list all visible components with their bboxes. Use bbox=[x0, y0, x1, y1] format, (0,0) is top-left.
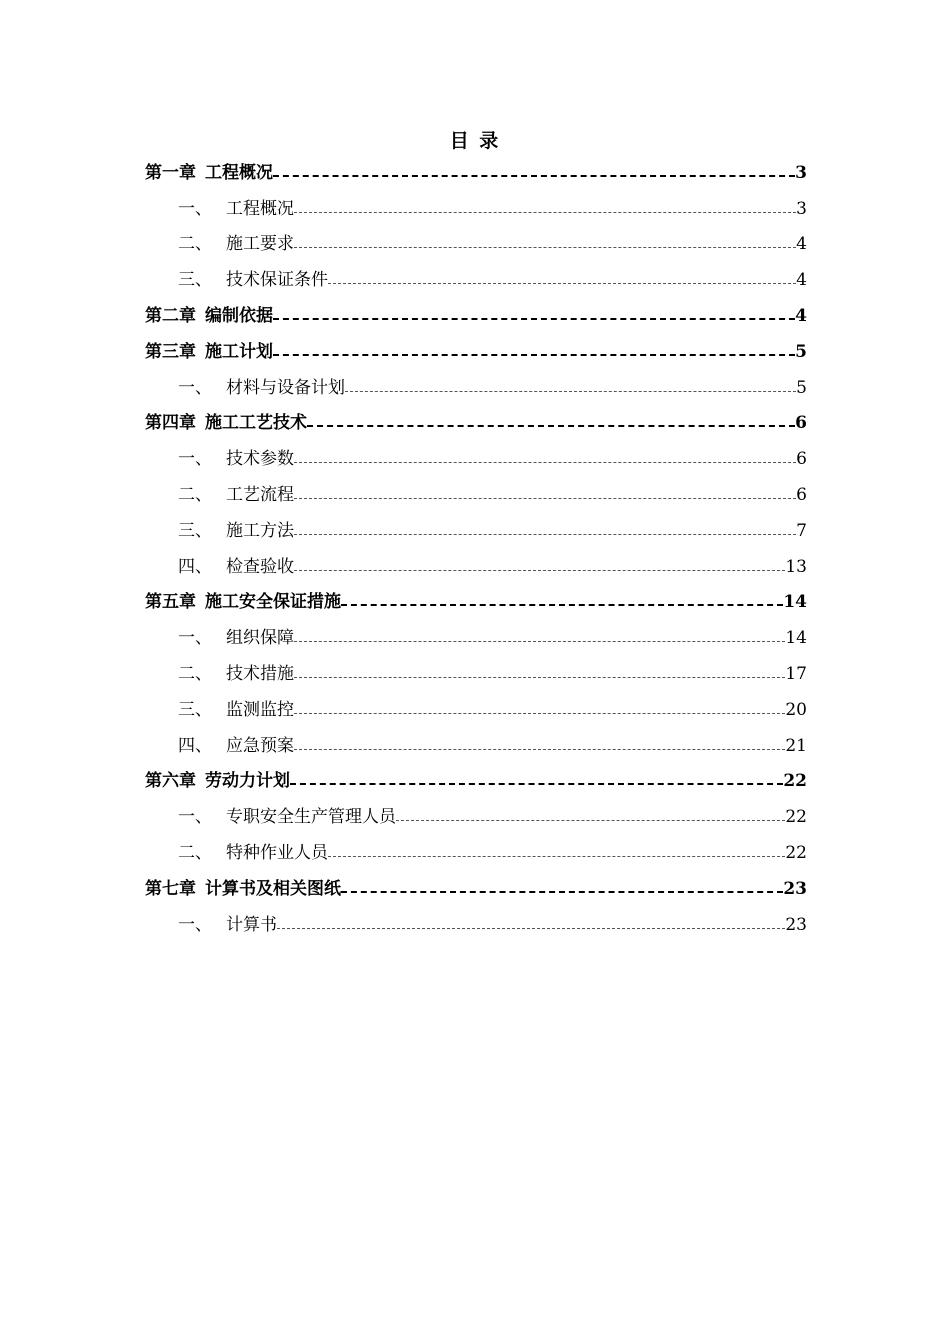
toc-section-entry[interactable] bbox=[145, 362, 807, 398]
toc-entry-label: 计算书及相关图纸 bbox=[205, 878, 341, 899]
toc-entry-number: 一、 bbox=[178, 377, 212, 398]
dot-leader bbox=[341, 891, 783, 893]
toc-entry-label: 工程概况 bbox=[226, 198, 294, 219]
toc-entry-label: 组织保障 bbox=[226, 628, 294, 649]
dot-leader bbox=[273, 318, 795, 320]
toc-entry-number: 第七章 bbox=[145, 878, 196, 899]
toc-entry-number: 一、 bbox=[178, 449, 212, 470]
toc-entry-label: 劳动力计划 bbox=[205, 771, 290, 792]
toc-page-number: 7 bbox=[796, 520, 807, 541]
toc-page-number: 5 bbox=[796, 377, 807, 398]
toc-page-number: 20 bbox=[785, 699, 807, 720]
toc-page-number: 23 bbox=[783, 878, 807, 899]
toc-page-number: 4 bbox=[796, 270, 807, 291]
toc-entry-number: 二、 bbox=[178, 234, 212, 255]
dot-leader bbox=[294, 462, 796, 463]
toc-section-entry[interactable] bbox=[145, 791, 807, 827]
toc-entry-label: 工艺流程 bbox=[226, 484, 294, 505]
dot-leader bbox=[307, 425, 795, 427]
dot-leader bbox=[294, 749, 785, 750]
toc-entry-number: 第三章 bbox=[145, 341, 196, 362]
dot-leader bbox=[294, 247, 796, 248]
dot-leader bbox=[328, 283, 796, 284]
toc-chapter-entry[interactable] bbox=[145, 290, 807, 326]
dot-leader bbox=[345, 391, 796, 392]
toc-entry-number: 四、 bbox=[178, 735, 212, 756]
toc-entry-label: 编制依据 bbox=[205, 305, 273, 326]
toc-page-number: 3 bbox=[796, 198, 807, 219]
toc-section-entry[interactable] bbox=[145, 684, 807, 720]
toc-chapter-entry[interactable] bbox=[145, 326, 807, 362]
dot-leader bbox=[294, 498, 796, 499]
toc-section-entry[interactable] bbox=[145, 827, 807, 863]
dot-leader bbox=[294, 212, 796, 213]
toc-entry-number: 三、 bbox=[178, 520, 212, 541]
toc-entry-number: 三、 bbox=[178, 699, 212, 720]
toc-section-entry[interactable] bbox=[145, 720, 807, 756]
toc-page-number: 6 bbox=[795, 413, 807, 434]
dot-leader bbox=[273, 354, 795, 356]
toc-entry-label: 施工方法 bbox=[226, 520, 294, 541]
toc-page-number: 6 bbox=[796, 484, 807, 505]
toc-entry-number: 第四章 bbox=[145, 413, 196, 434]
toc-section-entry[interactable] bbox=[145, 433, 807, 469]
toc-page-number: 4 bbox=[796, 234, 807, 255]
dot-leader bbox=[273, 175, 795, 177]
toc-entry-number: 二、 bbox=[178, 484, 212, 505]
toc-entry-label: 专职安全生产管理人员 bbox=[226, 807, 396, 828]
toc-entry-number: 一、 bbox=[178, 914, 212, 935]
dot-leader bbox=[294, 641, 785, 642]
dot-leader bbox=[396, 820, 785, 821]
toc-section-entry[interactable] bbox=[145, 469, 807, 505]
toc-page-number: 17 bbox=[785, 663, 807, 684]
toc-page-number: 13 bbox=[785, 556, 807, 577]
dot-leader bbox=[294, 677, 785, 678]
toc-page-number: 21 bbox=[785, 735, 807, 756]
toc-entry-label: 特种作业人员 bbox=[226, 842, 328, 863]
dot-leader bbox=[294, 713, 785, 714]
toc-entry-label: 施工要求 bbox=[226, 234, 294, 255]
toc-section-entry[interactable] bbox=[145, 254, 807, 290]
toc-chapter-entry[interactable] bbox=[145, 577, 807, 613]
table-of-contents bbox=[145, 147, 807, 935]
toc-page-number: 14 bbox=[783, 592, 807, 613]
toc-entry-label: 检查验收 bbox=[226, 556, 294, 577]
toc-page-number: 22 bbox=[783, 771, 807, 792]
toc-page-number: 6 bbox=[796, 449, 807, 470]
toc-entry-number: 三、 bbox=[178, 270, 212, 291]
toc-entry-label: 监测监控 bbox=[226, 699, 294, 720]
toc-page-number: 5 bbox=[795, 341, 807, 362]
dot-leader bbox=[277, 928, 785, 929]
toc-chapter-entry[interactable] bbox=[145, 863, 807, 899]
toc-entry-number: 第二章 bbox=[145, 305, 196, 326]
toc-entry-number: 一、 bbox=[178, 198, 212, 219]
toc-section-entry[interactable] bbox=[145, 219, 807, 255]
toc-page-number: 14 bbox=[785, 628, 807, 649]
toc-entry-number: 第六章 bbox=[145, 771, 196, 792]
toc-page-number: 3 bbox=[795, 162, 807, 183]
toc-entry-number: 四、 bbox=[178, 556, 212, 577]
dot-leader bbox=[290, 783, 783, 785]
toc-entry-label: 施工计划 bbox=[205, 341, 273, 362]
toc-section-entry[interactable] bbox=[145, 612, 807, 648]
toc-entry-number: 二、 bbox=[178, 663, 212, 684]
toc-chapter-entry[interactable] bbox=[145, 147, 807, 183]
toc-entry-label: 技术保证条件 bbox=[226, 270, 328, 291]
toc-page-number: 22 bbox=[785, 842, 807, 863]
toc-page-number: 22 bbox=[785, 807, 807, 828]
toc-section-entry[interactable] bbox=[145, 505, 807, 541]
toc-entry-number: 第一章 bbox=[145, 162, 196, 183]
toc-page-number: 4 bbox=[795, 305, 807, 326]
toc-entry-number: 一、 bbox=[178, 628, 212, 649]
toc-entry-label: 工程概况 bbox=[205, 162, 273, 183]
toc-entry-number: 第五章 bbox=[145, 592, 196, 613]
toc-title: 目 录 bbox=[449, 130, 501, 152]
toc-entry-label: 施工工艺技术 bbox=[205, 413, 307, 434]
toc-chapter-entry[interactable] bbox=[145, 398, 807, 434]
toc-section-entry[interactable] bbox=[145, 648, 807, 684]
toc-section-entry[interactable] bbox=[145, 183, 807, 219]
dot-leader bbox=[294, 534, 796, 535]
toc-section-entry[interactable] bbox=[145, 541, 807, 577]
dot-leader bbox=[294, 570, 785, 571]
toc-entry-label: 材料与设备计划 bbox=[226, 377, 345, 398]
toc-section-entry[interactable] bbox=[145, 899, 807, 935]
toc-entry-number: 二、 bbox=[178, 842, 212, 863]
dot-leader bbox=[341, 604, 783, 606]
toc-entry-label: 计算书 bbox=[226, 914, 277, 935]
toc-chapter-entry[interactable] bbox=[145, 756, 807, 792]
dot-leader bbox=[328, 856, 785, 857]
toc-entry-label: 施工安全保证措施 bbox=[205, 592, 341, 613]
toc-entry-label: 技术措施 bbox=[226, 663, 294, 684]
toc-entry-label: 技术参数 bbox=[226, 449, 294, 470]
toc-entry-number: 一、 bbox=[178, 807, 212, 828]
toc-entry-label: 应急预案 bbox=[226, 735, 294, 756]
toc-page-number: 23 bbox=[785, 914, 807, 935]
